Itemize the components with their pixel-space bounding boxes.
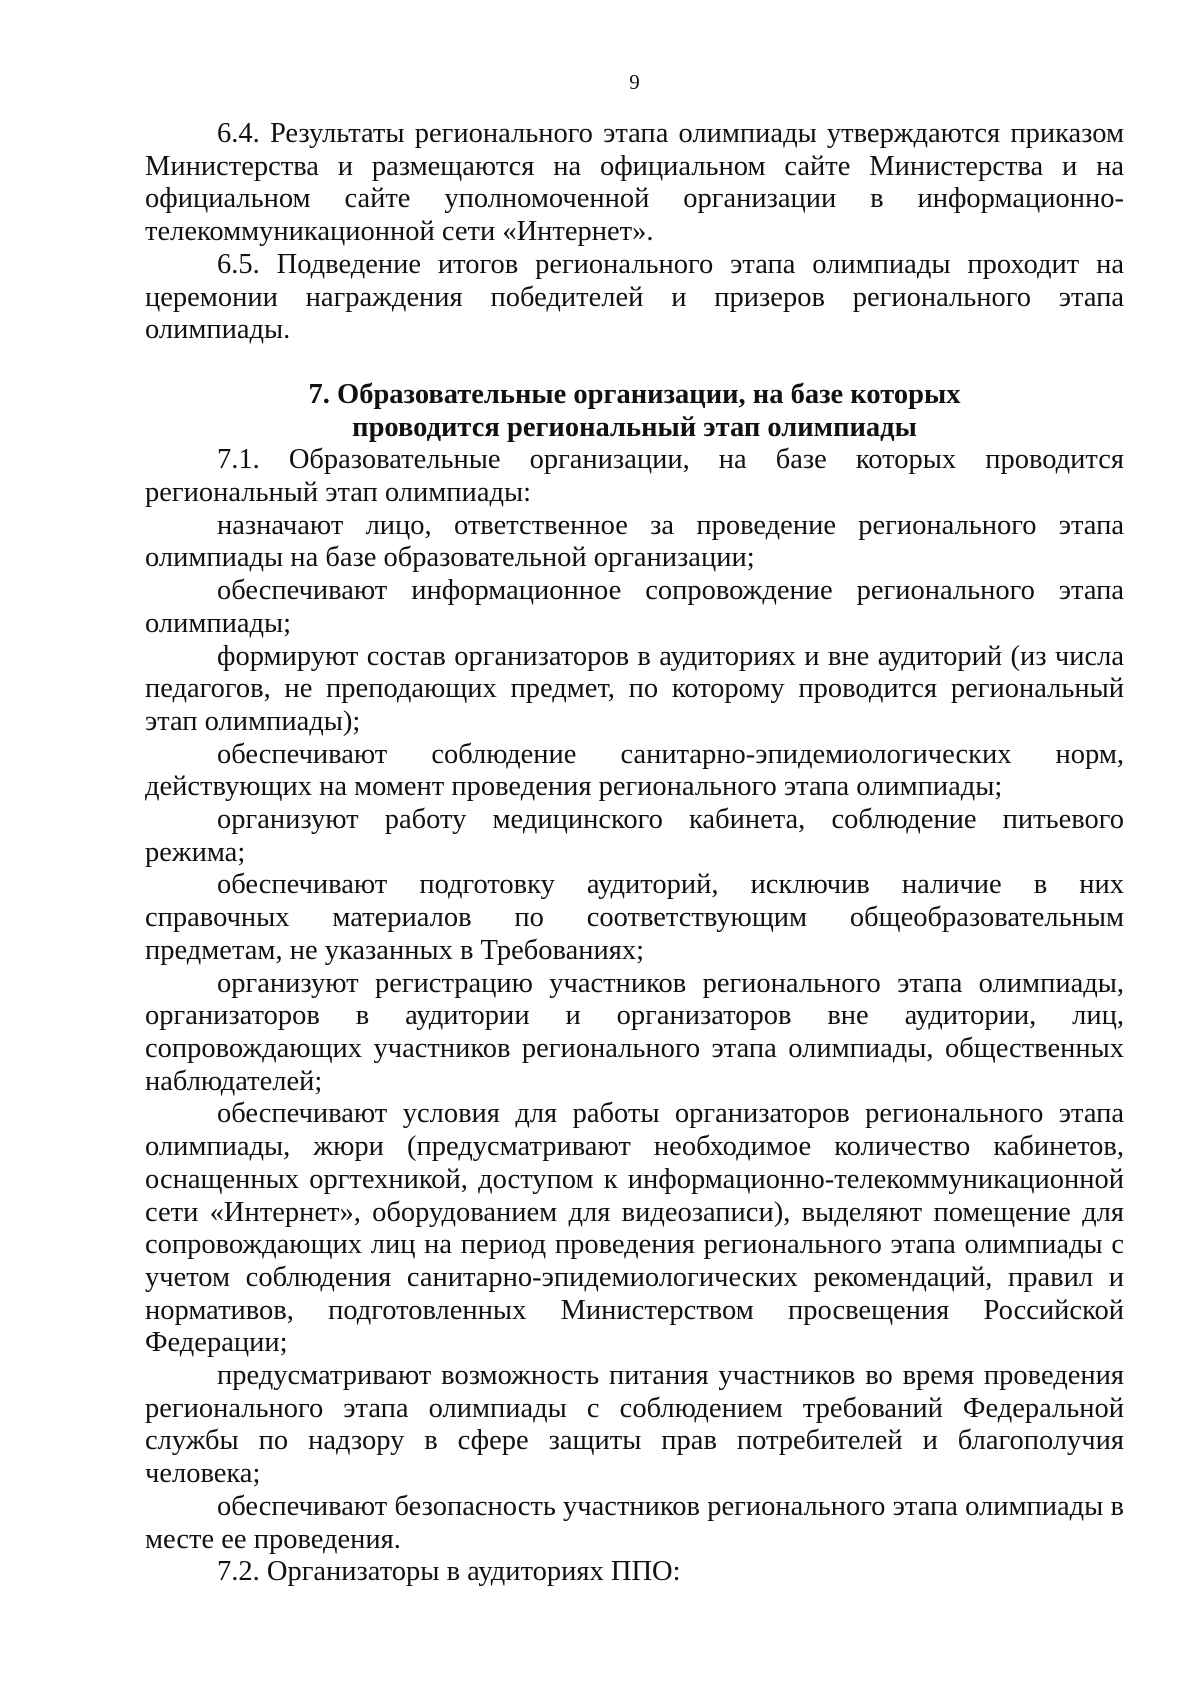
paragraph-7-1: 7.1. Образовательные организации, на базе которых проводится региональный этап олимпиады: (145, 444, 1124, 509)
list-item-medical-office: организуют работу медицинского кабинета, соблюдение питьевого режима; (145, 804, 1124, 868)
list-item-prepare-rooms: обеспечивают подготовку аудиторий, исключив наличие в них справочных материалов по соответствующим общеобразовательным предметам, не указанных в Требованиях; (145, 869, 1124, 966)
list-item-sanitary-norms: обеспечивают соблюдение санитарно-эпидемиологических норм, действующих на момент проведения регионального этапа олимпиады; (145, 738, 1124, 803)
list-item-registration: организуют регистрацию участников регионального этапа олимпиады, организаторов в аудитории и организаторов вне аудитории, лиц, сопровождающих участников регионального этапа олимпиады, общественных наблюдателей; (145, 967, 1124, 1097)
list-item-work-conditions: обеспечивают условия для работы организаторов регионального этапа олимпиады, жюри (предусматривают необходимое количество кабинетов, оснащенных оргтехникой, доступом к информационно-телекоммуникационной сети «Интернет», оборудованием для видеозаписи), выделяют помещение для сопровождающих лиц на период проведения регионального этапа олимпиады с учетом соблюдения санитарно-эпидемиологических рекомендаций, правил и нормативов, подготовленных Министерством просвещения Российской Федерации; (145, 1098, 1124, 1359)
list-item-information-support: обеспечивают информационное сопровождение регионального этапа олимпиады; (145, 575, 1124, 639)
section-7-heading (145, 379, 1124, 444)
list-item-meals: предусматривают возможность питания участников во время проведения регионального этапа олимпиады с соблюдением требований Федеральной службы по надзору в сфере защиты прав потребителей и благополучия человека; (145, 1360, 1124, 1490)
list-item-organizers-staff: формируют состав организаторов в аудиториях и вне аудиторий (из числа педагогов, не преподающих предмет, по которому проводится региональный этап олимпиады); (145, 640, 1124, 737)
list-item-safety: обеспечивают безопасность участников регионального этапа олимпиады в месте ее проведения. (145, 1490, 1124, 1555)
document-page (145, 0, 1124, 1698)
paragraph-6-5: 6.5. Подведение итогов регионального этапа олимпиады проходит на церемонии награждения победителей и призеров регионального этапа олимпиады. (145, 248, 1124, 346)
section-7-heading-line-2: проводится региональный этап олимпиады (352, 411, 917, 443)
paragraph-6-4: 6.4. Результаты регионального этапа олимпиады утверждаются приказом Министерства и размещаются на официальном сайте Министерства и на официальном сайте уполномоченной организации в информационно-телекоммуникационной сети «Интернет». (145, 118, 1124, 248)
page-number: 9 (629, 70, 640, 94)
section-7-heading-line-1: 7. Образовательные организации, на базе которых (308, 378, 961, 410)
paragraph-7-2: 7.2. Организаторы в аудиториях ППО: (217, 1556, 681, 1588)
document-body (145, 118, 1124, 1589)
list-item-appoint-responsible: назначают лицо, ответственное за проведение регионального этапа олимпиады на базе образовательной организации; (145, 509, 1124, 574)
